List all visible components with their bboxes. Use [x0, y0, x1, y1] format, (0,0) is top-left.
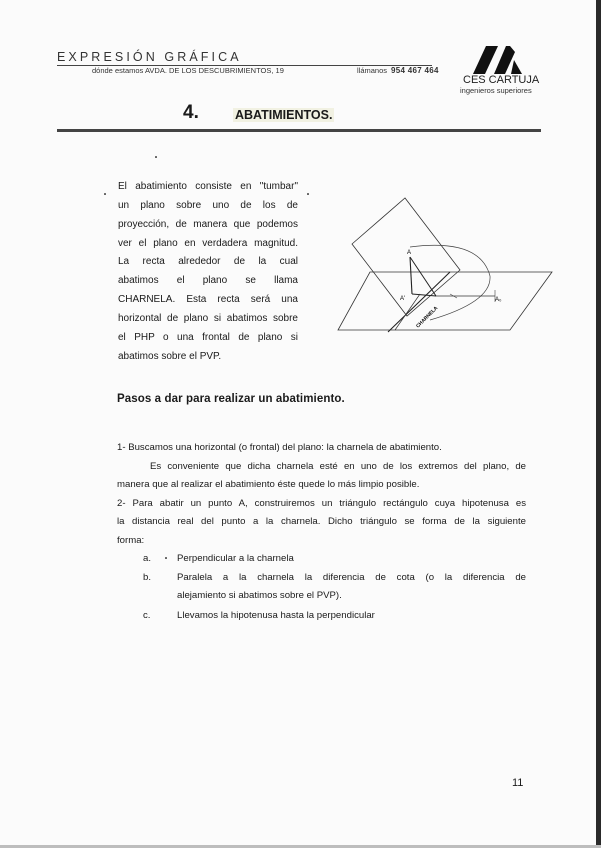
intro-line: CHARNELA. Esta recta será una — [118, 294, 298, 305]
label-a-prime: A' — [400, 296, 406, 302]
substep-text: Perpendicular a la charnela — [177, 553, 294, 564]
step1-line: Es conveniente que dicha charnela esté en uno de los extremos del plano, de — [150, 461, 526, 472]
step2-line: 2- Para abatir un punto A, construiremos un triángulo rectángulo cuya hipotenusa es — [117, 498, 526, 509]
intro-line: ver el plano en verdadera magnitud. — [118, 238, 298, 249]
hypotenuse-line — [410, 257, 436, 296]
section-title: ABATIMIENTOS. — [235, 108, 333, 122]
header-contact — [357, 66, 439, 75]
substep-text: Llevamos la hipotenusa hasta la perpendicular — [177, 610, 375, 621]
header-title: EXPRESIÓN GRÁFICA — [57, 50, 242, 64]
logo-name: CES CARTUJA — [463, 74, 540, 86]
intro-line: La recta alrededor de la cual — [118, 256, 298, 267]
intro-line: un plano sobre uno de los de — [118, 200, 298, 211]
step1-line: manera que al realizar el abatimiento éste quede lo más limpio posible. — [117, 479, 420, 490]
label-charnela: CHARNELA — [415, 305, 440, 330]
step2-line: la distancia real del punto a la charnela. Dicho triángulo se forma de la siguiente — [117, 516, 526, 527]
logo-tagline: ingenieros superiores — [460, 86, 532, 95]
scan-speck — [104, 193, 106, 195]
oblique-plane — [352, 198, 460, 316]
label-a: A — [407, 250, 412, 256]
horizontal-plane — [338, 272, 552, 330]
substep-marker: c. — [143, 610, 151, 621]
substep-marker: a. — [143, 553, 152, 564]
substep-marker: b. — [143, 572, 152, 583]
label-a0: A₀ — [495, 297, 502, 303]
intro-line: proyección, de manera que podemos — [118, 219, 298, 230]
scan-speck — [307, 193, 309, 195]
scan-speck — [155, 156, 157, 158]
intro-line: horizontal de plano si abatimos sobre — [118, 313, 298, 324]
intro-line: El abatimiento consiste en "tumbar" — [118, 181, 298, 192]
scan-edge-right — [596, 0, 601, 848]
abatimiento-figure — [330, 190, 555, 340]
section-number: 4. — [183, 102, 199, 123]
phone-number: 954 467 464 — [391, 66, 439, 75]
step1-line: 1- Buscamos una horizontal (o frontal) del plano: la charnela de abatimiento. — [117, 442, 442, 453]
step2-line: forma: — [117, 535, 145, 546]
intro-line: abatimos sobre el PVP. — [118, 351, 222, 362]
header-address: dónde estamos AVDA. DE LOS DESCUBRIMIENTOS, 19 — [92, 66, 284, 75]
scan-speck — [165, 557, 167, 559]
call-label: llámanos — [357, 66, 388, 75]
page-number: 11 — [512, 777, 524, 789]
section-divider — [57, 129, 541, 132]
steps-heading: Pasos a dar para realizar un abatimiento. — [117, 393, 345, 405]
substep-text: alejamiento si abatimos sobre el PVP). — [177, 590, 342, 601]
substep-text: Paralela a la charnela la diferencia de cota (o la diferencia de — [177, 572, 526, 583]
intro-line: abatimos el plano se llama — [118, 275, 298, 286]
projection-line — [410, 257, 412, 294]
intro-line: el PHP o una frontal de plano si — [118, 332, 298, 343]
ces-cartuja-logo-icon — [470, 44, 532, 76]
